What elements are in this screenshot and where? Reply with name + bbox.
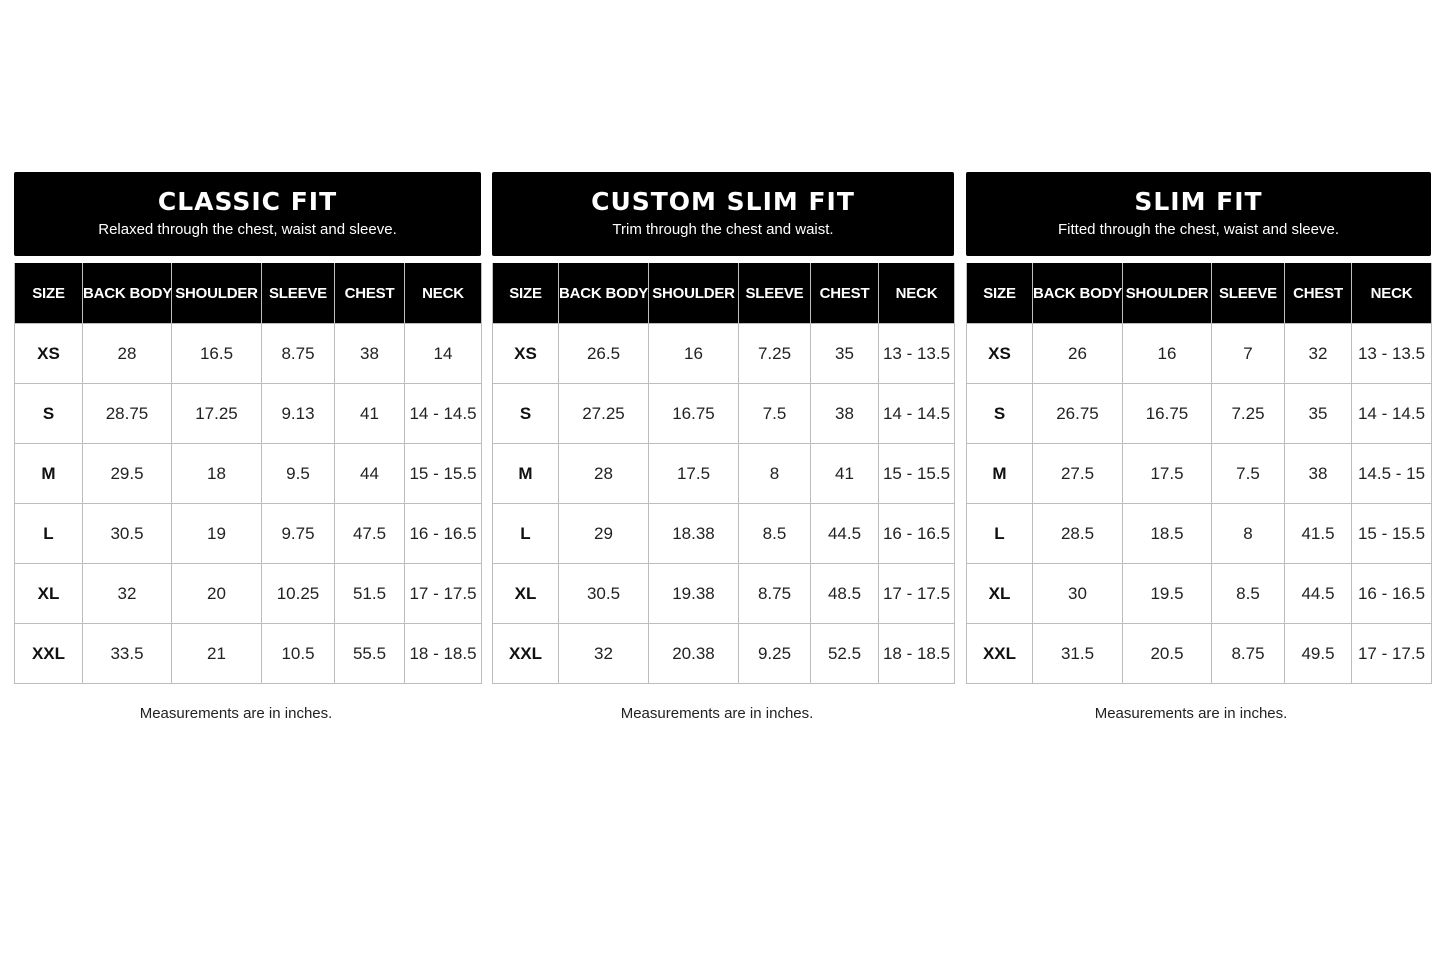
sleeve-cell: 8 [739,444,811,504]
back-body-cell: 28 [559,444,649,504]
table-row [967,444,1432,504]
chest-cell: 48.5 [811,564,879,624]
sleeve-cell: 7.25 [1212,384,1285,444]
neck-cell: 18 - 18.5 [405,624,482,684]
slim-fit-banner [966,172,1431,256]
size-cell: S [15,384,83,444]
back-body-cell: 29 [559,504,649,564]
fit-title: SLIM FIT [1134,187,1263,216]
col-header-chest: CHEST [1285,263,1352,324]
sleeve-cell: 10.25 [262,564,335,624]
sleeve-cell: 9.75 [262,504,335,564]
classic-fit-size-table [14,263,482,684]
size-cell: XS [967,324,1033,384]
back-body-cell: 26 [1033,324,1123,384]
sleeve-cell: 8.5 [739,504,811,564]
chest-cell: 52.5 [811,624,879,684]
chest-cell: 38 [1285,444,1352,504]
size-cell: M [493,444,559,504]
neck-cell: 17 - 17.5 [1352,624,1432,684]
back-body-cell: 28.5 [1033,504,1123,564]
neck-cell: 14 - 14.5 [405,384,482,444]
chest-cell: 49.5 [1285,624,1352,684]
table-row [493,504,955,564]
size-cell: L [967,504,1033,564]
size-cell: XL [15,564,83,624]
chest-cell: 35 [1285,384,1352,444]
table-row [967,564,1432,624]
size-cell: XXL [493,624,559,684]
classic-fit-banner [14,172,481,256]
col-header-size: SIZE [967,263,1033,324]
neck-cell: 18 - 18.5 [879,624,955,684]
back-body-cell: 30.5 [559,564,649,624]
table-row [15,444,482,504]
shoulder-cell: 19.5 [1123,564,1212,624]
neck-cell: 13 - 13.5 [879,324,955,384]
shoulder-cell: 20.38 [649,624,739,684]
table-row [15,564,482,624]
sleeve-cell: 8.5 [1212,564,1285,624]
neck-cell: 16 - 16.5 [405,504,482,564]
neck-cell: 15 - 15.5 [879,444,955,504]
size-cell: L [15,504,83,564]
col-header-neck: NECK [879,263,955,324]
fit-subtitle: Relaxed through the chest, waist and sleeve. [98,221,397,238]
chest-cell: 55.5 [335,624,405,684]
sleeve-cell: 8.75 [739,564,811,624]
custom-slim-fit-size-table [492,263,955,684]
table-row [15,624,482,684]
slim-fit-size-table [966,263,1432,684]
table-header-row [15,263,482,324]
sleeve-cell: 8 [1212,504,1285,564]
size-cell: L [493,504,559,564]
col-header-chest: CHEST [811,263,879,324]
sleeve-cell: 9.13 [262,384,335,444]
chest-cell: 44 [335,444,405,504]
sleeve-cell: 7.25 [739,324,811,384]
chest-cell: 35 [811,324,879,384]
custom-slim-fit-panel [492,172,954,684]
neck-cell: 14 - 14.5 [1352,384,1432,444]
table-header-row [493,263,955,324]
classic-fit-panel [14,172,481,684]
sleeve-cell: 9.5 [262,444,335,504]
shoulder-cell: 16.75 [649,384,739,444]
slim-fit-panel [966,172,1431,684]
shoulder-cell: 18.5 [1123,504,1212,564]
back-body-cell: 27.25 [559,384,649,444]
back-body-cell: 27.5 [1033,444,1123,504]
col-header-chest: CHEST [335,263,405,324]
shoulder-cell: 16.5 [172,324,262,384]
neck-cell: 13 - 13.5 [1352,324,1432,384]
shoulder-cell: 20.5 [1123,624,1212,684]
size-cell: M [15,444,83,504]
measurement-note: Measurements are in inches. [1094,705,1288,722]
neck-cell: 17 - 17.5 [405,564,482,624]
size-cell: M [967,444,1033,504]
measurement-note: Measurements are in inches. [139,705,333,722]
shoulder-cell: 17.5 [649,444,739,504]
chest-cell: 38 [811,384,879,444]
back-body-cell: 28 [83,324,172,384]
neck-cell: 16 - 16.5 [879,504,955,564]
size-cell: XS [15,324,83,384]
fit-subtitle: Trim through the chest and waist. [612,221,834,238]
col-header-sleeve: SLEEVE [1212,263,1285,324]
table-row [967,504,1432,564]
back-body-cell: 30 [1033,564,1123,624]
size-cell: S [967,384,1033,444]
shoulder-cell: 16 [1123,324,1212,384]
shoulder-cell: 21 [172,624,262,684]
back-body-cell: 32 [559,624,649,684]
col-header-sleeve: SLEEVE [262,263,335,324]
back-body-cell: 26.75 [1033,384,1123,444]
col-header-shoulder: SHOULDER [1123,263,1212,324]
shoulder-cell: 18 [172,444,262,504]
neck-cell: 14 - 14.5 [879,384,955,444]
shoulder-cell: 20 [172,564,262,624]
fit-title: CUSTOM SLIM FIT [591,187,855,216]
sleeve-cell: 8.75 [262,324,335,384]
measurement-note: Measurements are in inches. [620,705,814,722]
fit-subtitle: Fitted through the chest, waist and sleeve. [1058,221,1339,238]
shoulder-cell: 19 [172,504,262,564]
custom-slim-fit-banner [492,172,954,256]
back-body-cell: 33.5 [83,624,172,684]
col-header-shoulder: SHOULDER [172,263,262,324]
chest-cell: 38 [335,324,405,384]
col-header-neck: NECK [1352,263,1432,324]
shoulder-cell: 19.38 [649,564,739,624]
table-row [493,624,955,684]
neck-cell: 17 - 17.5 [879,564,955,624]
back-body-cell: 31.5 [1033,624,1123,684]
chest-cell: 41.5 [1285,504,1352,564]
col-header-sleeve: SLEEVE [739,263,811,324]
neck-cell: 14.5 - 15 [1352,444,1432,504]
col-header-back-body: BACK BODY [1033,263,1123,324]
shoulder-cell: 17.5 [1123,444,1212,504]
shoulder-cell: 18.38 [649,504,739,564]
chest-cell: 44.5 [1285,564,1352,624]
neck-cell: 15 - 15.5 [405,444,482,504]
chest-cell: 51.5 [335,564,405,624]
size-cell: XL [967,564,1033,624]
chest-cell: 41 [335,384,405,444]
shoulder-cell: 16 [649,324,739,384]
col-header-size: SIZE [493,263,559,324]
back-body-cell: 29.5 [83,444,172,504]
size-cell: S [493,384,559,444]
size-cell: XS [493,324,559,384]
sleeve-cell: 7.5 [739,384,811,444]
table-row [967,624,1432,684]
table-row [493,384,955,444]
col-header-shoulder: SHOULDER [649,263,739,324]
sleeve-cell: 8.75 [1212,624,1285,684]
table-row [493,564,955,624]
back-body-cell: 28.75 [83,384,172,444]
table-row [493,444,955,504]
sleeve-cell: 9.25 [739,624,811,684]
table-row [15,324,482,384]
shoulder-cell: 17.25 [172,384,262,444]
chest-cell: 41 [811,444,879,504]
sleeve-cell: 7 [1212,324,1285,384]
neck-cell: 15 - 15.5 [1352,504,1432,564]
fit-title: CLASSIC FIT [157,187,338,216]
chest-cell: 32 [1285,324,1352,384]
table-row [493,324,955,384]
table-row [15,504,482,564]
col-header-neck: NECK [405,263,482,324]
sleeve-cell: 10.5 [262,624,335,684]
back-body-cell: 26.5 [559,324,649,384]
size-cell: XXL [967,624,1033,684]
chest-cell: 47.5 [335,504,405,564]
table-row [967,384,1432,444]
col-header-back-body: BACK BODY [83,263,172,324]
size-cell: XXL [15,624,83,684]
back-body-cell: 32 [83,564,172,624]
sleeve-cell: 7.5 [1212,444,1285,504]
size-cell: XL [493,564,559,624]
col-header-size: SIZE [15,263,83,324]
table-row [15,384,482,444]
neck-cell: 14 [405,324,482,384]
back-body-cell: 30.5 [83,504,172,564]
chest-cell: 44.5 [811,504,879,564]
table-row [967,324,1432,384]
neck-cell: 16 - 16.5 [1352,564,1432,624]
table-header-row [967,263,1432,324]
shoulder-cell: 16.75 [1123,384,1212,444]
col-header-back-body: BACK BODY [559,263,649,324]
